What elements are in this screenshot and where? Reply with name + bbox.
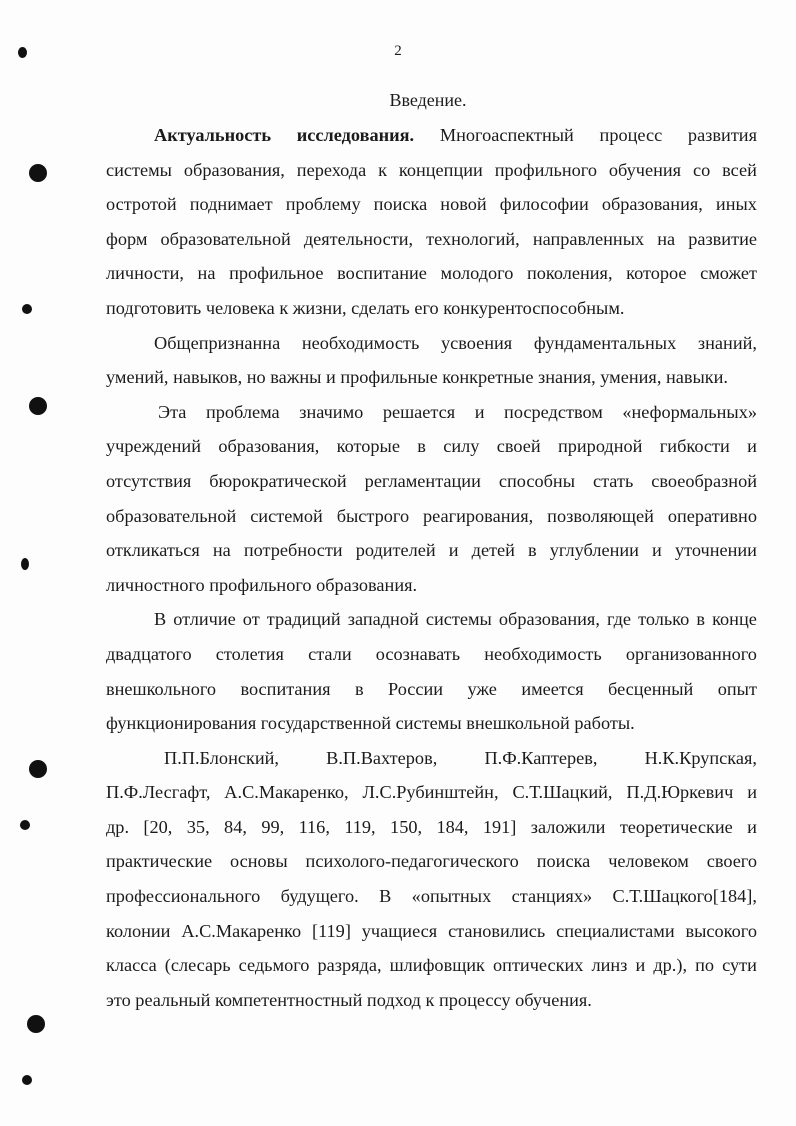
text-line <box>106 879 757 914</box>
word: на <box>212 540 231 561</box>
word: своеобразной <box>651 470 757 491</box>
text-line <box>106 914 757 949</box>
word: технологий, <box>426 228 520 249</box>
punch-hole-mark <box>22 304 32 314</box>
word: философии <box>499 194 589 215</box>
word: детей <box>471 540 515 561</box>
text-line <box>106 256 757 291</box>
word: уже <box>467 678 497 699</box>
word: отсутствия <box>106 470 192 491</box>
word: 191] <box>482 816 517 837</box>
paragraph <box>106 395 757 603</box>
word: учащиеся <box>361 920 438 941</box>
word: которые <box>336 436 400 457</box>
word: регламентации <box>364 470 481 491</box>
word: системой <box>250 505 323 526</box>
word: заложили <box>530 816 606 837</box>
word: профессионального <box>106 886 261 907</box>
word: значимо <box>299 401 364 422</box>
word: практические <box>106 851 213 872</box>
word: П.Ф.Каптерев, <box>484 747 598 768</box>
punch-hole-mark <box>29 760 47 778</box>
word: России <box>387 678 444 699</box>
word: Н.К.Крупская, <box>644 747 757 768</box>
text-line: умений, навыков, но важны и профильные конкретные знания, умения, навыки. <box>106 367 729 388</box>
punch-hole-mark <box>29 164 47 182</box>
punch-hole-mark <box>22 1075 32 1085</box>
punch-hole-mark <box>29 397 47 415</box>
word: стать <box>592 470 634 491</box>
word: Л.С.Рубинштейн, <box>362 782 499 803</box>
word: образования, <box>498 609 600 630</box>
word: поиска <box>373 194 428 215</box>
text-line: это реальный компетентностный подход к процессу обучения. <box>106 989 592 1010</box>
word: психолого-педагогического <box>305 851 519 872</box>
text-line: личностного профильного образования. <box>106 574 418 595</box>
word: профильного <box>494 159 597 180</box>
word: которое <box>626 263 687 284</box>
word: шлифовщик <box>389 955 485 976</box>
word: учреждений <box>106 436 201 457</box>
word: оптических <box>493 955 584 976</box>
word: необходимость <box>301 332 420 353</box>
word: [20, <box>143 816 173 837</box>
word: образования, <box>601 194 703 215</box>
word: направленных <box>532 228 645 249</box>
word: в <box>354 678 364 699</box>
word: поиска <box>536 851 591 872</box>
text-line: функционирования государственной системы внешкольной работы. <box>106 713 635 734</box>
word: образования, <box>218 436 320 457</box>
text-line <box>106 499 757 534</box>
word: конце <box>712 609 757 630</box>
word: фундаментальных <box>533 332 677 353</box>
text-line <box>106 810 757 845</box>
word: колонии <box>106 920 171 941</box>
word: развития <box>687 125 757 145</box>
word: и <box>635 955 646 976</box>
word: [119] <box>311 920 351 941</box>
word: системы <box>106 159 172 180</box>
word: углублении <box>549 540 639 561</box>
text-line <box>106 464 757 499</box>
text-line <box>106 326 757 361</box>
word: внешкольного <box>106 678 217 699</box>
word: форм <box>106 228 148 249</box>
word: позволяющей <box>547 505 654 526</box>
word: организованного <box>625 643 757 664</box>
word: «опытных <box>411 886 492 907</box>
word: А.С.Макаренко <box>181 920 302 941</box>
word: образовательной <box>160 228 291 249</box>
word: бюрократической <box>209 470 347 491</box>
paragraph <box>106 602 757 740</box>
word: и <box>474 401 485 422</box>
word: усвоения <box>440 332 513 353</box>
word: сути <box>722 955 757 976</box>
text-line <box>106 395 757 430</box>
word: своей <box>496 436 541 457</box>
word: оперативно <box>667 505 757 526</box>
word: опыт <box>717 678 757 699</box>
word: осознавать <box>375 643 461 664</box>
punch-hole-mark <box>21 558 29 570</box>
word: основы <box>230 851 288 872</box>
word: исследования. <box>296 125 415 145</box>
text-line <box>106 533 757 568</box>
word: проблему <box>285 194 361 215</box>
word: и <box>652 540 662 561</box>
word: знаний, <box>697 332 757 353</box>
word: молодого <box>440 263 514 284</box>
word: своего <box>706 851 757 872</box>
word: только <box>638 609 690 630</box>
word: Актуальность <box>154 125 272 145</box>
word: 99, <box>261 816 285 837</box>
word: личности, <box>106 263 184 284</box>
page-number: 2 <box>394 43 402 59</box>
text-line <box>106 775 757 810</box>
word: силу <box>443 436 480 457</box>
word: родителей <box>355 540 436 561</box>
word: 35, <box>186 816 210 837</box>
paragraph <box>106 326 757 395</box>
word: стали <box>308 643 352 664</box>
text-line <box>106 672 757 707</box>
word: в <box>528 540 537 561</box>
word: поднимает <box>189 194 273 215</box>
word: обучения <box>608 159 682 180</box>
word: двадцатого <box>106 643 192 664</box>
word: откликаться <box>106 540 200 561</box>
word: А.С.Макаренко, <box>224 782 349 803</box>
word: процесс <box>599 125 663 145</box>
word: реагирования, <box>423 505 534 526</box>
word: С.Т.Шацкий, <box>512 782 613 803</box>
word: способны <box>498 470 575 491</box>
word: в <box>696 609 705 630</box>
word: перехода <box>296 159 367 180</box>
text-line <box>106 948 757 983</box>
word: и <box>747 436 757 457</box>
word: всей <box>722 159 757 180</box>
word: на <box>197 263 216 284</box>
word: проблема <box>205 401 280 422</box>
word: новой <box>440 194 487 215</box>
word: станциях» <box>511 886 593 907</box>
word: по <box>695 955 715 976</box>
word: посредством <box>504 401 603 422</box>
word: будущего. <box>280 886 359 907</box>
word: 184, <box>436 816 469 837</box>
section-heading: Введение. <box>389 90 467 110</box>
word: воспитание <box>337 263 427 284</box>
word: к <box>378 159 387 180</box>
word: становились <box>448 920 546 941</box>
text-line <box>106 222 757 257</box>
word: 116, <box>298 816 330 837</box>
text-line <box>106 602 757 637</box>
word: др. <box>106 816 130 837</box>
word: класса <box>106 955 157 976</box>
text-line <box>106 844 757 879</box>
word: В.П.Вахтеров, <box>326 747 438 768</box>
word: В <box>154 609 167 630</box>
word: В <box>379 886 392 907</box>
word: гибкости <box>659 436 730 457</box>
word: остротой <box>106 194 177 215</box>
word: быстрого <box>336 505 410 526</box>
word: П.Ф.Лесгафт, <box>106 782 211 803</box>
text-line <box>106 429 757 464</box>
word: где <box>606 609 631 630</box>
word: на <box>657 228 676 249</box>
punch-hole-mark <box>20 820 30 830</box>
word: др.), <box>653 955 688 976</box>
word: и <box>747 782 757 803</box>
word: «неформальных» <box>622 401 757 422</box>
text-line <box>106 153 757 188</box>
punch-hole-mark <box>27 1015 45 1033</box>
word: от <box>242 609 260 630</box>
word: линз <box>591 955 628 976</box>
text-line <box>106 637 757 672</box>
word: специалистами <box>556 920 675 941</box>
word: высокого <box>685 920 757 941</box>
text-line <box>106 187 757 222</box>
word: человеком <box>608 851 689 872</box>
word: и <box>747 816 757 837</box>
word: Эта <box>158 401 187 422</box>
paragraph <box>106 741 757 1018</box>
word: 150, <box>390 816 423 837</box>
word: имеется <box>521 678 584 699</box>
word: теоретические <box>619 816 733 837</box>
word: уточнении <box>674 540 757 561</box>
word: профильное <box>229 263 324 284</box>
word: образовательной <box>106 505 237 526</box>
word: развитие <box>688 228 757 249</box>
word: П.Д.Юркевич <box>626 782 734 803</box>
word: западной <box>347 609 419 630</box>
text-line: подготовить человека к жизни, сделать его конкурентоспособным. <box>106 297 625 318</box>
word: сможет <box>700 263 757 284</box>
text-line <box>106 118 757 153</box>
word: потребности <box>243 540 343 561</box>
word: иных <box>715 194 757 215</box>
word: С.Т.Шацкого[184], <box>612 886 757 907</box>
word: со <box>692 159 711 180</box>
word: бесценный <box>608 678 694 699</box>
word: Общепризнанна <box>154 332 281 353</box>
word: образования, <box>183 159 285 180</box>
word: и <box>448 540 459 561</box>
word: традиций <box>266 609 341 630</box>
word: разряда, <box>317 955 382 976</box>
word: П.П.Блонский, <box>164 747 279 768</box>
word: системы <box>425 609 492 630</box>
word: седьмого <box>238 955 310 976</box>
word: деятельности, <box>303 228 414 249</box>
word: Многоаспектный <box>439 125 574 145</box>
word: в <box>417 436 426 457</box>
word: 119, <box>344 816 376 837</box>
word: поколения, <box>526 263 613 284</box>
text-line <box>106 741 757 776</box>
paragraph-relevance <box>106 118 757 326</box>
word: отличие <box>173 609 236 630</box>
body-text <box>106 118 757 1017</box>
word: необходимость <box>484 643 602 664</box>
word: концепции <box>398 159 483 180</box>
word: решается <box>382 401 456 422</box>
word: воспитания <box>240 678 331 699</box>
word: 84, <box>224 816 247 837</box>
word: природной <box>557 436 643 457</box>
word: (слесарь <box>164 955 231 976</box>
word: столетия <box>215 643 284 664</box>
